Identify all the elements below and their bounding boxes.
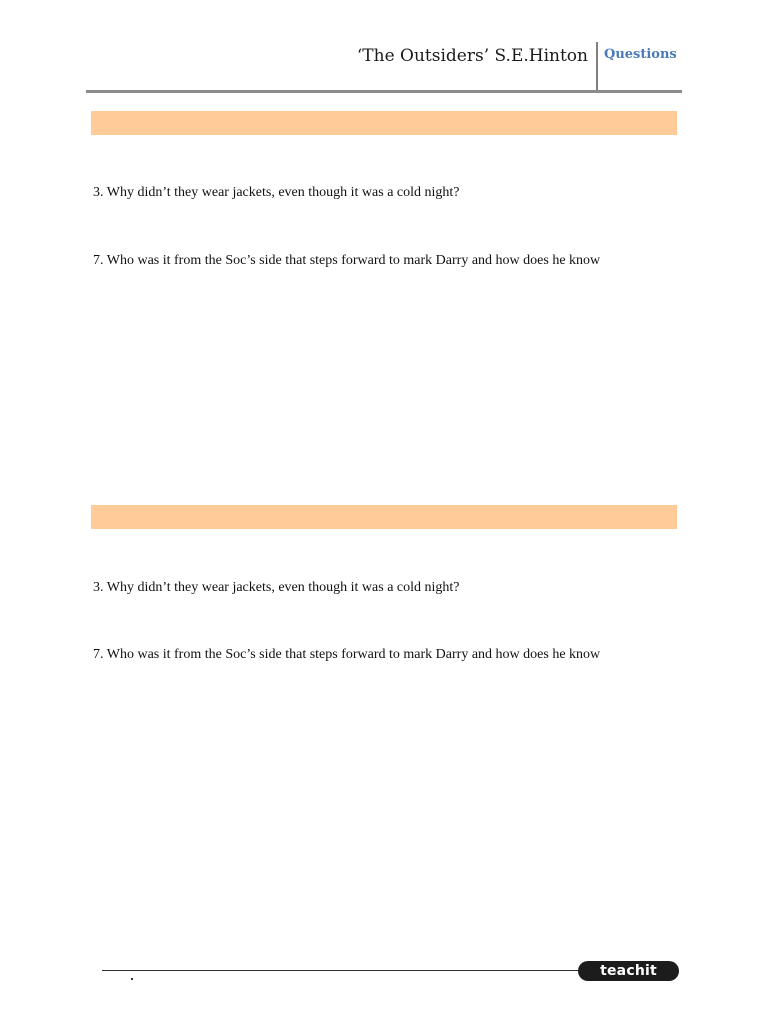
header-rule [86,90,682,93]
question-item: 3. Why didn’t they wear jackets, even though it was a cold night? [93,185,460,200]
footer-rule [102,970,580,971]
teachit-logo: teachit [578,961,679,981]
section-band [91,505,677,529]
question-item: 3. Why didn’t they wear jackets, even though it was a cold night? [93,580,460,595]
footer-dot [131,978,133,980]
header-divider [596,42,598,92]
section-band [91,111,677,135]
document-title: ‘The Outsiders’ S.E.Hinton [356,46,588,66]
question-item: 7. Who was it from the Soc’s side that steps forward to mark Darry and how does he know [93,647,601,662]
question-item: 7. Who was it from the Soc’s side that steps forward to mark Darry and how does he know [93,253,601,268]
section-label: Questions [604,47,677,62]
